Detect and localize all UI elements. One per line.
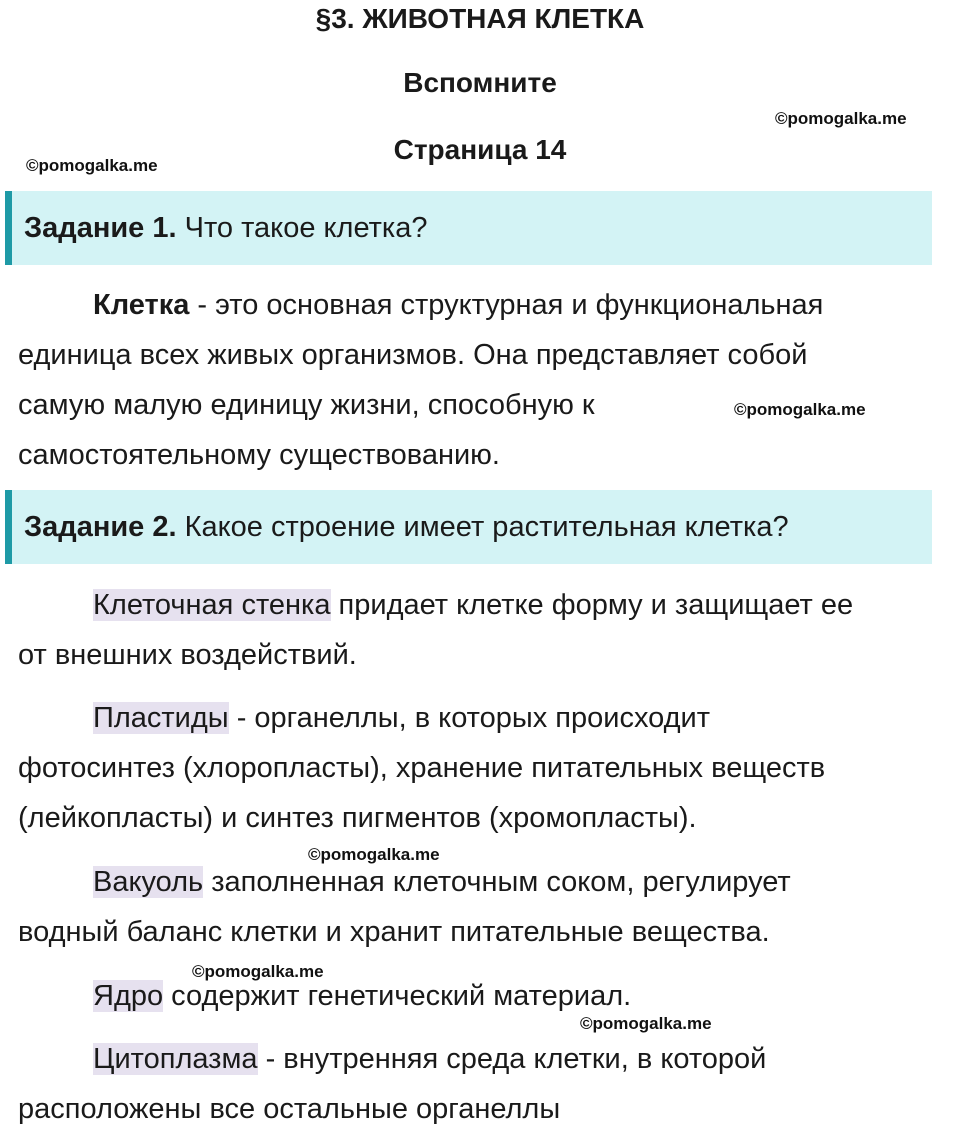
page-title: §3. ЖИВОТНАЯ КЛЕТКА xyxy=(315,3,645,34)
task-2-label: Задание 2. xyxy=(24,511,177,543)
answer-item-vacuole xyxy=(18,857,948,957)
answer-line: единица всех живых организмов. Она представляет собой xyxy=(18,339,808,371)
watermark: ©pomogalka.me xyxy=(192,962,324,981)
watermark: ©pomogalka.me xyxy=(308,845,440,864)
answer-line: фотосинтез (хлоропласты), хранение питательных веществ xyxy=(18,752,826,784)
task-2-header xyxy=(5,490,932,564)
page-number: Страница 14 xyxy=(393,134,567,165)
answer-line: самостоятельному существованию. xyxy=(18,439,500,471)
answer-line: от внешних воздействий. xyxy=(18,639,357,671)
answer-item-nucleus xyxy=(18,971,948,1021)
section-subtitle: Вспомните xyxy=(403,67,557,98)
answer-line: расположены все остальные органеллы xyxy=(18,1093,561,1125)
answer-line: - внутренняя среда клетки, в которой xyxy=(257,1043,767,1075)
task-1-answer xyxy=(18,280,948,480)
task-1-question: Что такое клетка? xyxy=(184,212,428,244)
term-highlight: Вакуоль xyxy=(93,866,204,898)
term-cell: Клетка xyxy=(93,289,190,321)
answer-line: - органеллы, в которых происходит xyxy=(228,702,711,734)
answer-item-plastids xyxy=(18,693,948,843)
watermark: ©pomogalka.me xyxy=(734,400,866,419)
term-highlight: Цитоплазма xyxy=(93,1043,258,1075)
task-1-header xyxy=(5,191,932,265)
answer-line: - это основная структурная и функциональная xyxy=(197,289,824,321)
answer-line: (лейкопласты) и синтез пигментов (хромопласты). xyxy=(18,802,697,834)
task-1-label: Задание 1. xyxy=(24,212,177,244)
task-2-question: Какое строение имеет растительная клетка? xyxy=(184,511,789,543)
term-highlight: Ядро xyxy=(93,980,164,1012)
answer-item-cytoplasm xyxy=(18,1034,948,1134)
watermark: ©pomogalka.me xyxy=(580,1014,712,1033)
watermark: ©pomogalka.me xyxy=(26,156,158,175)
answer-line: содержит генетический материал. xyxy=(163,980,632,1012)
term-highlight: Пластиды xyxy=(93,702,229,734)
watermark: ©pomogalka.me xyxy=(775,109,907,128)
answer-line: самую малую единицу жизни, способную к xyxy=(18,389,595,421)
answer-line: заполненная клеточным соком, регулирует xyxy=(203,866,791,898)
term-highlight: Клеточная стенка xyxy=(93,589,331,621)
answer-line: водный баланс клетки и хранит питательные вещества. xyxy=(18,916,770,948)
answer-item-cell-wall xyxy=(18,580,948,680)
answer-line: придает клетке форму и защищает ее xyxy=(330,589,854,621)
